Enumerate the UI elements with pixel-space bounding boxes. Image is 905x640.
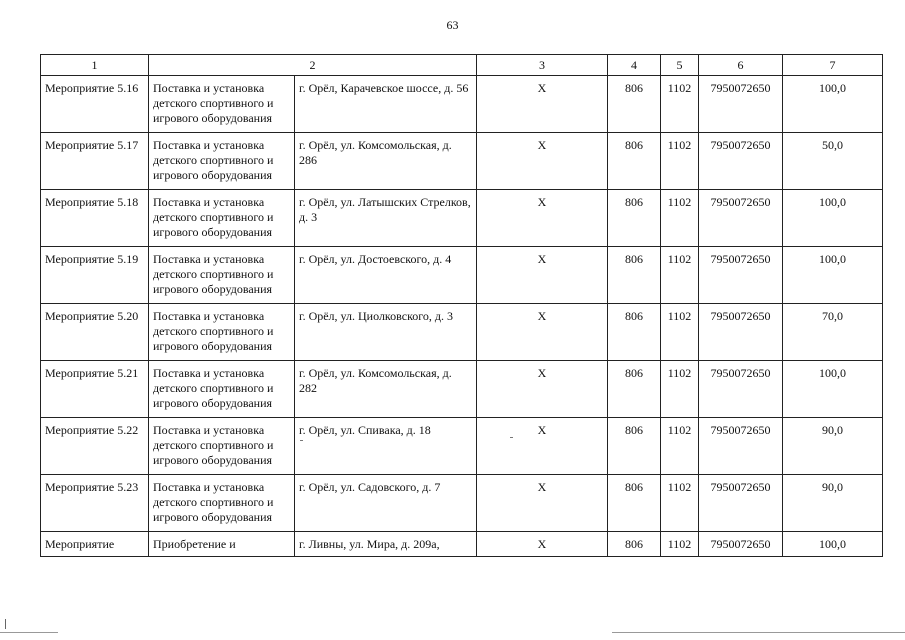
col7-cell: 100,0 (783, 190, 883, 247)
col4-cell: 806 (608, 76, 661, 133)
table-row (41, 304, 883, 361)
address-cell: г. Орёл, ул. Латышских Стрелков, д. 3 (295, 190, 477, 247)
col5-cell: 1102 (661, 190, 699, 247)
measure-cell: Мероприятие 5.19 (41, 247, 149, 304)
footer-rule-left (0, 632, 58, 633)
measure-cell: Мероприятие 5.20 (41, 304, 149, 361)
table-row (41, 190, 883, 247)
col6-cell: 7950072650 (699, 532, 783, 557)
address-cell: г. Ливны, ул. Мира, д. 209а, (295, 532, 477, 557)
column-number-row (41, 55, 883, 76)
column-header-1: 1 (41, 55, 149, 76)
measure-cell: Мероприятие 5.21 (41, 361, 149, 418)
col3-cell: Х (477, 361, 608, 418)
col5-cell: 1102 (661, 418, 699, 475)
scan-speck (300, 440, 303, 441)
address-cell: г. Орёл, Карачевское шоссе, д. 56 (295, 76, 477, 133)
col4-cell: 806 (608, 361, 661, 418)
col6-cell: 7950072650 (699, 133, 783, 190)
column-header-6: 6 (699, 55, 783, 76)
col6-cell: 7950072650 (699, 247, 783, 304)
action-cell: Приобретение и (149, 532, 295, 557)
measure-cell: Мероприятие 5.23 (41, 475, 149, 532)
column-header-4: 4 (608, 55, 661, 76)
col6-cell: 7950072650 (699, 475, 783, 532)
table-body (41, 76, 883, 557)
table-row (41, 418, 883, 475)
table-row (41, 475, 883, 532)
action-cell: Поставка и установка детского спортивного и игрового оборудования (149, 418, 295, 475)
measure-cell: Мероприятие (41, 532, 149, 557)
action-cell: Поставка и установка детского спортивного и игрового оборудования (149, 76, 295, 133)
table-row (41, 76, 883, 133)
page-number: 63 (446, 18, 459, 32)
table-row (41, 532, 883, 557)
col3-cell: Х (477, 304, 608, 361)
action-cell: Поставка и установка детского спортивного и игрового оборудования (149, 190, 295, 247)
col4-cell: 806 (608, 133, 661, 190)
col6-cell: 7950072650 (699, 418, 783, 475)
col3-cell: Х (477, 532, 608, 557)
column-header-3: 3 (477, 55, 608, 76)
action-cell: Поставка и установка детского спортивного и игрового оборудования (149, 247, 295, 304)
col5-cell: 1102 (661, 304, 699, 361)
col3-cell: Х (477, 76, 608, 133)
scan-mark (5, 619, 6, 629)
col3-cell: Х (477, 418, 608, 475)
col6-cell: 7950072650 (699, 361, 783, 418)
table-row (41, 133, 883, 190)
col4-cell: 806 (608, 475, 661, 532)
col7-cell: 100,0 (783, 532, 883, 557)
measure-cell: Мероприятие 5.18 (41, 190, 149, 247)
col5-cell: 1102 (661, 247, 699, 304)
col4-cell: 806 (608, 190, 661, 247)
col3-cell: Х (477, 247, 608, 304)
address-cell: г. Орёл, ул. Циолковского, д. 3 (295, 304, 477, 361)
col4-cell: 806 (608, 247, 661, 304)
column-header-7: 7 (783, 55, 883, 76)
col3-cell: Х (477, 133, 608, 190)
col6-cell: 7950072650 (699, 190, 783, 247)
col7-cell: 100,0 (783, 247, 883, 304)
col4-cell: 806 (608, 304, 661, 361)
action-cell: Поставка и установка детского спортивного и игрового оборудования (149, 361, 295, 418)
col5-cell: 1102 (661, 361, 699, 418)
address-cell: г. Орёл, ул. Садовского, д. 7 (295, 475, 477, 532)
address-cell: г. Орёл, ул. Комсомольская, д. 282 (295, 361, 477, 418)
table-row (41, 247, 883, 304)
col4-cell: 806 (608, 532, 661, 557)
measure-cell: Мероприятие 5.22 (41, 418, 149, 475)
table-row (41, 361, 883, 418)
col4-cell: 806 (608, 418, 661, 475)
col5-cell: 1102 (661, 133, 699, 190)
scan-speck (510, 437, 513, 438)
col5-cell: 1102 (661, 76, 699, 133)
address-cell: г. Орёл, ул. Комсомольская, д. 286 (295, 133, 477, 190)
col6-cell: 7950072650 (699, 76, 783, 133)
column-header-5: 5 (661, 55, 699, 76)
footer-rule-right (612, 632, 905, 633)
measure-cell: Мероприятие 5.17 (41, 133, 149, 190)
col7-cell: 100,0 (783, 361, 883, 418)
col5-cell: 1102 (661, 532, 699, 557)
col3-cell: Х (477, 190, 608, 247)
action-cell: Поставка и установка детского спортивного и игрового оборудования (149, 133, 295, 190)
col7-cell: 50,0 (783, 133, 883, 190)
budget-measures-table (40, 54, 883, 557)
col5-cell: 1102 (661, 475, 699, 532)
address-cell: г. Орёл, ул. Достоевского, д. 4 (295, 247, 477, 304)
col6-cell: 7950072650 (699, 304, 783, 361)
col7-cell: 90,0 (783, 475, 883, 532)
address-cell: г. Орёл, ул. Спивака, д. 18 (295, 418, 477, 475)
action-cell: Поставка и установка детского спортивного и игрового оборудования (149, 304, 295, 361)
col7-cell: 70,0 (783, 304, 883, 361)
column-header-2: 2 (149, 55, 477, 76)
col3-cell: Х (477, 475, 608, 532)
col7-cell: 100,0 (783, 76, 883, 133)
action-cell: Поставка и установка детского спортивного и игрового оборудования (149, 475, 295, 532)
col7-cell: 90,0 (783, 418, 883, 475)
measure-cell: Мероприятие 5.16 (41, 76, 149, 133)
